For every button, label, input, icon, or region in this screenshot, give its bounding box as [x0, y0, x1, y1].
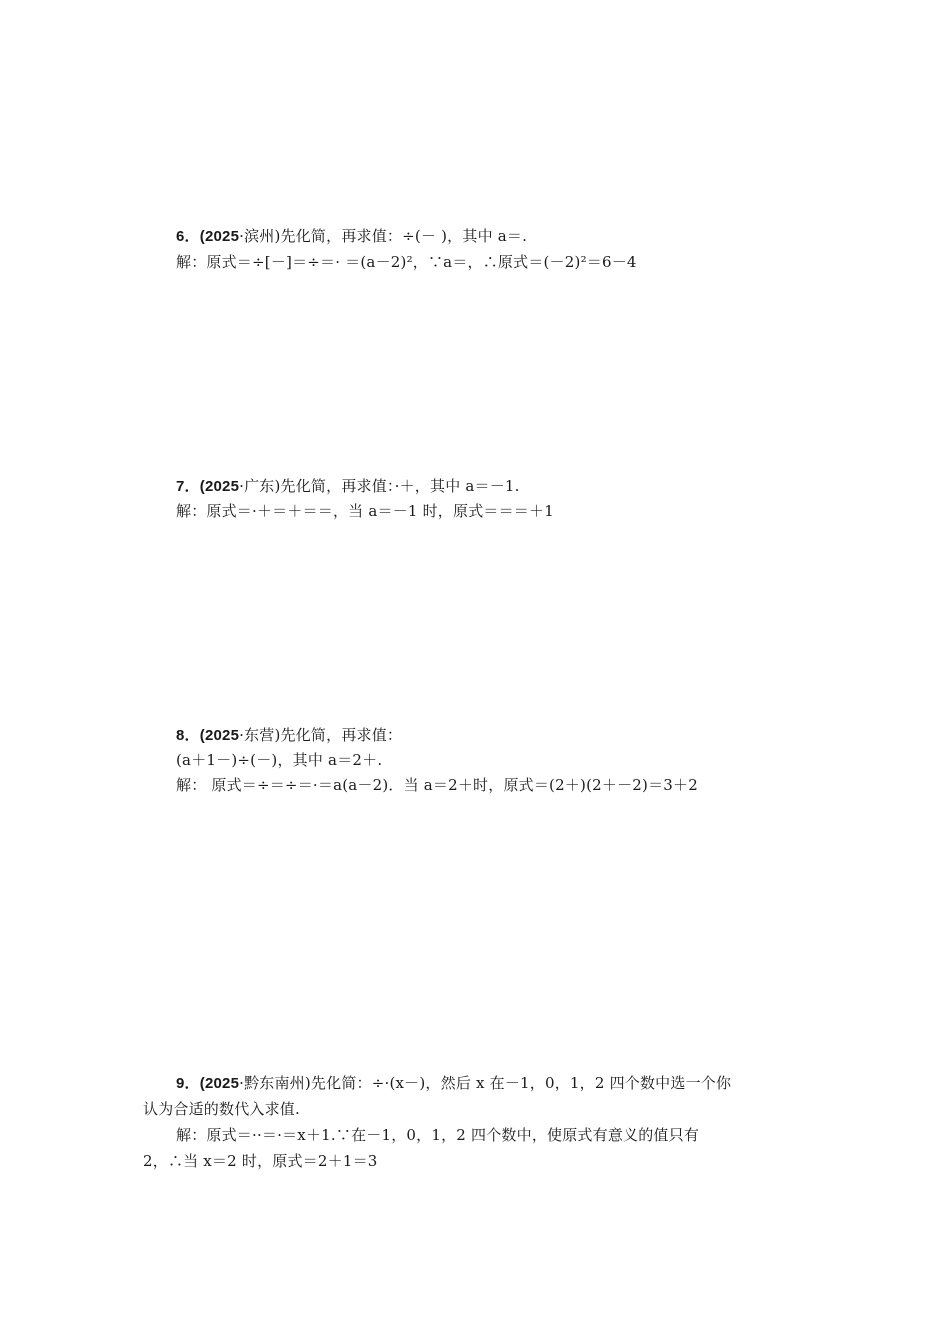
problem-8-question — [176, 725, 402, 746]
problem-6-question — [176, 226, 527, 247]
problem-9-question — [176, 1073, 731, 1094]
problem-9-number: 9．(2025 — [176, 1075, 240, 1092]
problem-9-question-continued: 认为合适的数代入求值. — [143, 1100, 300, 1118]
problem-9-solution: 解：原式＝··＝·＝x＋1.∵在－1，0，1，2 四个数中，使原式有意义的值只有 — [176, 1126, 700, 1144]
problem-8-number: 8．(2025 — [176, 727, 240, 744]
problem-9-solution-continued: 2，∴当 x＝2 时，原式＝2＋1＝3 — [143, 1152, 378, 1170]
problem-7-question-text: ·广东)先化简，再求值：·＋，其中 a＝－1. — [239, 477, 520, 495]
problem-6-question-text: ·滨州)先化简，再求值：÷(－ )，其中 a＝. — [239, 227, 528, 245]
problem-7-number: 7．(2025 — [176, 478, 240, 495]
problem-7-question — [176, 476, 520, 497]
problem-8-question-text: ·东营)先化简，再求值： — [239, 726, 403, 744]
problem-6-solution: 解：原式＝÷[－]＝÷＝· ＝(a－2)²，∵a＝，∴原式＝(－2)²＝6－4 — [176, 253, 637, 271]
problem-7-solution: 解：原式＝·＋＝＋＝＝，当 a＝－1 时，原式＝＝＝＋1 — [176, 502, 554, 520]
problem-8-solution: 解： 原式＝÷＝÷＝·＝a(a－2)．当 a＝2＋时，原式＝(2＋)(2＋－2)＝3＋2 — [176, 776, 698, 794]
problem-9-question-text: ·黔东南州)先化简：÷·(x－)，然后 x 在－1，0，1，2 四个数中选一个你 — [239, 1074, 732, 1092]
problem-6-number: 6．(2025 — [176, 228, 240, 245]
problem-8-expression: (a＋1－)÷(－)，其中 a＝2＋. — [176, 751, 383, 769]
